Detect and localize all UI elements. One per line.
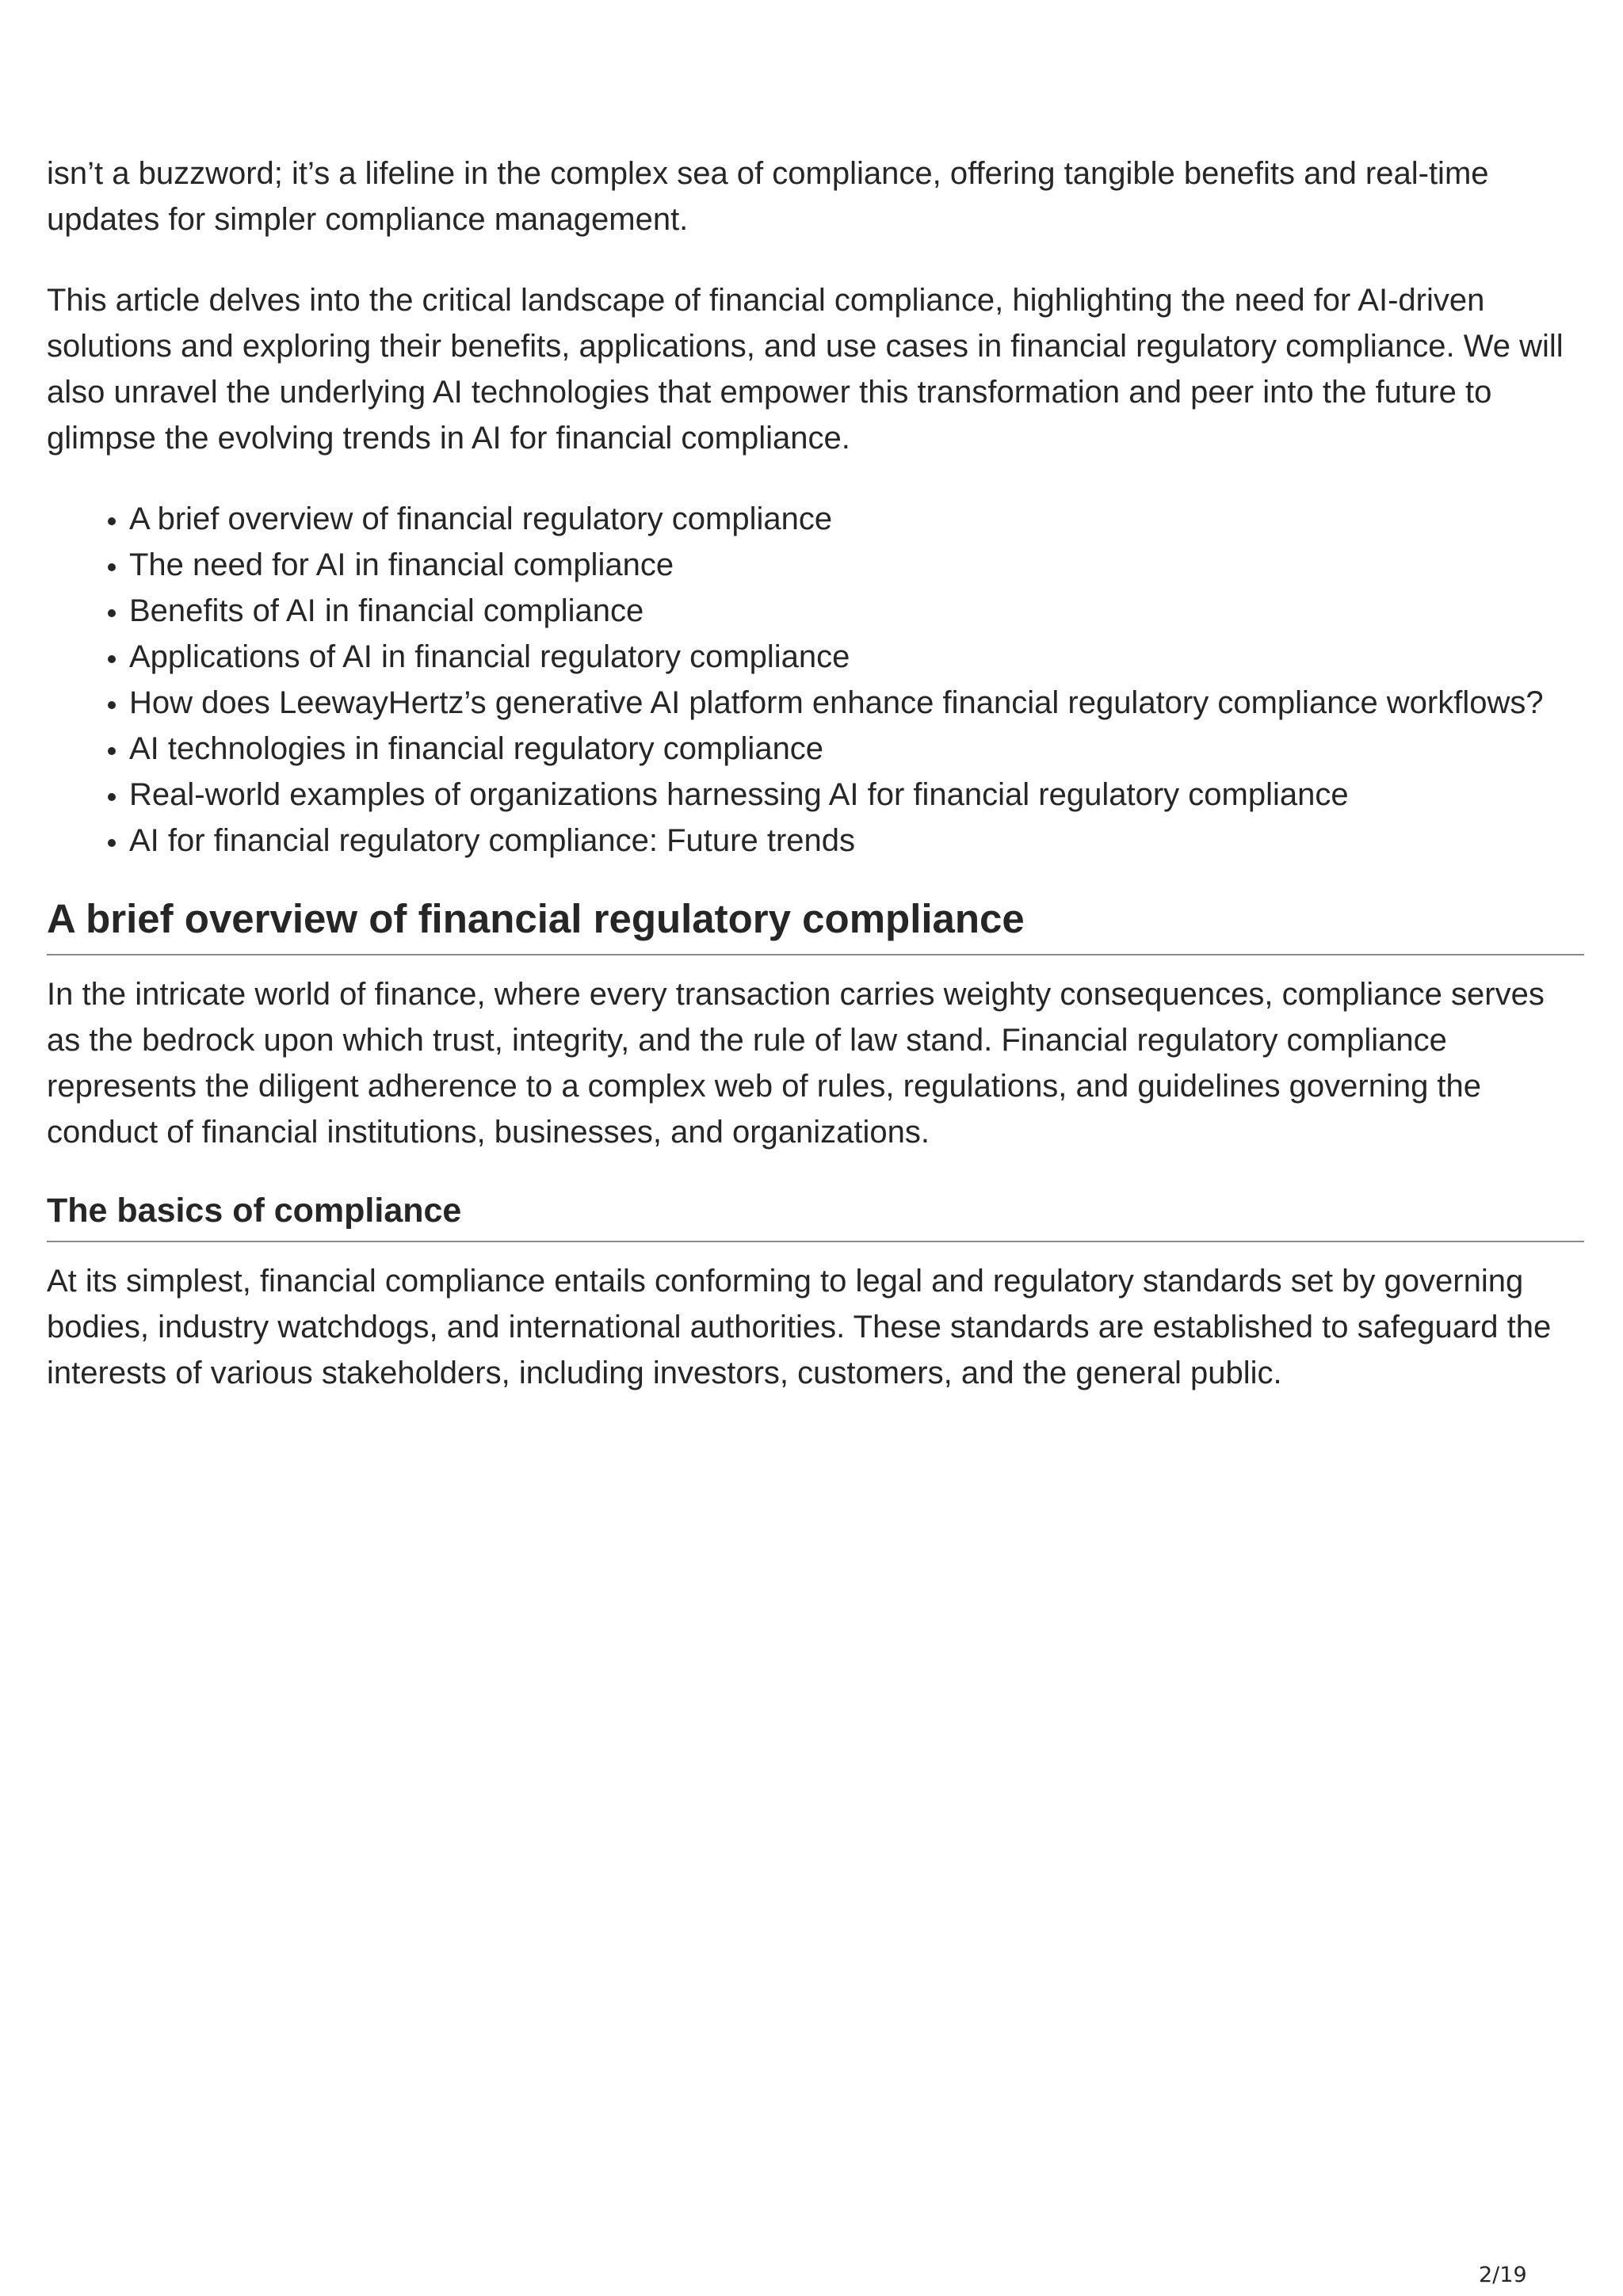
toc-item[interactable]: • The need for AI in financial compliance [129,542,1584,588]
article-summary-paragraph: This article delves into the critical landscape of financial compliance, highlighting the need for AI-driven solutions and exploring their benefits, applications, and use cases in financial regulatory compliance. We will also unravel the underlying AI technologies that empower this transformation and peer into the future to glimpse the evolving trends in AI for financial compliance. [47,283,1564,456]
basics-heading: The basics of compliance [47,1190,1584,1242]
basics-paragraph: At its simplest, financial compliance entails conforming to legal and regulatory standards set by governing bodies, industry watchdogs, and international authorities. These standards are established to safeguard the interests of various stakeholders, including investors, customers, and the general public. [47,1264,1552,1390]
overview-heading: A brief overview of financial regulatory compliance [47,895,1584,955]
table-of-contents [47,496,1584,864]
toc-item[interactable]: • Benefits of AI in financial compliance [129,588,1584,634]
intro-paragraph: isn’t a buzzword; it’s a lifeline in the complex sea of compliance, offering tangible benefits and real-time updates for simpler compliance management. [47,156,1489,237]
toc-item[interactable]: • Real-world examples of organizations harnessing AI for financial regulatory compliance [129,772,1584,818]
toc-item[interactable]: • Applications of AI in financial regulatory compliance [129,634,1584,680]
page-number: 2/19 [1479,2263,1527,2287]
toc-item[interactable]: • A brief overview of financial regulatory compliance [129,496,1584,542]
toc-item[interactable]: • AI technologies in financial regulatory compliance [129,726,1584,772]
toc-item[interactable]: • AI for financial regulatory compliance: Future trends [129,818,1584,864]
overview-paragraph: In the intricate world of finance, where every transaction carries weighty consequences, compliance serves as the bedrock upon which trust, integrity, and the rule of law stand. Financial regulatory compliance represents the diligent adherence to a complex web of rules, regulations, and guidelines governing the conduct of financial institutions, businesses, and organizations. [47,977,1545,1150]
document-body [47,151,1584,1396]
toc-item[interactable]: • How does LeewayHertz’s generative AI platform enhance financial regulatory compliance workflows? [129,680,1584,726]
